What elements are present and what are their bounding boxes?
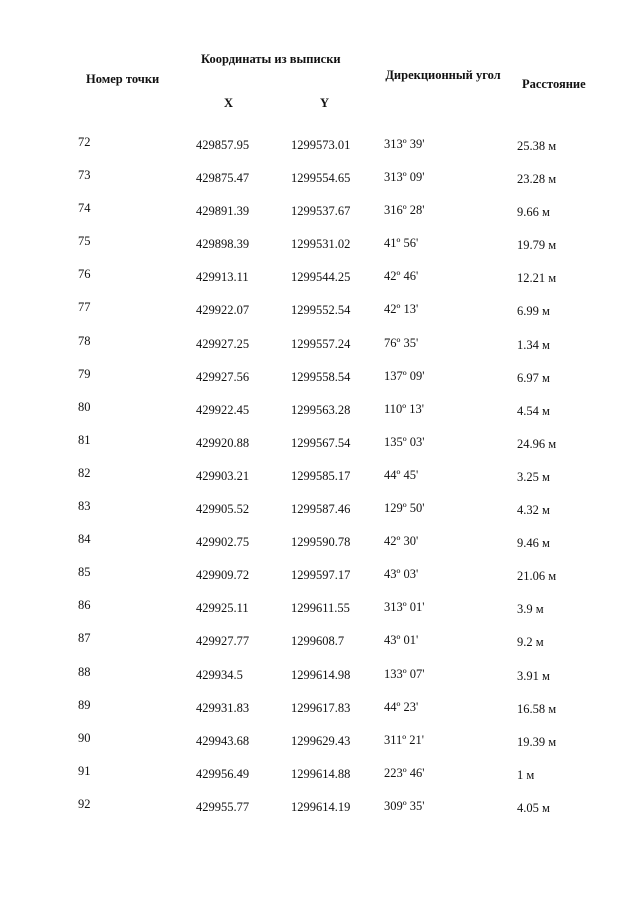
y-coordinate-cell: 1299608.7 xyxy=(291,634,345,649)
y-coordinate-cell: 1299573.01 xyxy=(291,138,351,152)
x-coordinate-cell: 429931.83 xyxy=(196,700,250,715)
x-coordinate-cell: 429943.68 xyxy=(196,733,250,748)
y-coordinate-cell: 1299614.88 xyxy=(291,766,351,781)
direction-angle-cell: 311º 21' xyxy=(384,732,425,747)
table-row xyxy=(0,233,639,266)
direction-angle-cell: 316º 28' xyxy=(384,203,425,218)
x-coordinate-cell: 429902.75 xyxy=(196,535,250,550)
distance-cell: 4.32 м xyxy=(517,503,550,518)
point-number-cell: 74 xyxy=(78,201,91,216)
y-coordinate-cell: 1299544.25 xyxy=(291,270,351,285)
header-y: Y xyxy=(320,96,330,110)
point-number-cell: 89 xyxy=(78,697,91,712)
table-row xyxy=(0,200,639,233)
point-number-cell: 76 xyxy=(78,267,91,282)
y-coordinate-cell: 1299563.28 xyxy=(291,402,351,417)
direction-angle-cell: 137º 09' xyxy=(384,368,425,383)
y-coordinate-cell: 1299597.17 xyxy=(291,568,351,583)
x-coordinate-cell: 429927.77 xyxy=(196,634,250,649)
table-row xyxy=(0,432,639,465)
x-coordinate-cell: 429927.25 xyxy=(196,336,250,351)
x-coordinate-cell: 429956.49 xyxy=(196,766,250,781)
direction-angle-cell: 313º 01' xyxy=(384,600,425,615)
y-coordinate-cell: 1299567.54 xyxy=(291,435,351,450)
direction-angle-cell: 110º 13' xyxy=(384,401,425,416)
header-point-number: Номер точки xyxy=(86,72,160,86)
distance-cell: 3.91 м xyxy=(517,668,550,683)
point-number-cell: 73 xyxy=(78,168,91,183)
direction-angle-cell: 313º 39' xyxy=(384,137,425,151)
x-coordinate-cell: 429898.39 xyxy=(196,237,250,252)
x-coordinate-cell: 429927.56 xyxy=(196,369,250,384)
point-number-cell: 90 xyxy=(78,730,91,745)
x-coordinate-cell: 429875.47 xyxy=(196,171,250,186)
direction-angle-cell: 43º 03' xyxy=(384,567,419,582)
x-coordinate-cell: 429920.88 xyxy=(196,435,250,450)
table-row xyxy=(0,498,639,531)
y-coordinate-cell: 1299554.65 xyxy=(291,171,351,186)
table-row xyxy=(0,697,639,730)
distance-cell: 12.21 м xyxy=(517,271,557,286)
point-number-cell: 77 xyxy=(78,300,91,315)
distance-cell: 9.66 м xyxy=(517,205,550,220)
distance-cell: 6.97 м xyxy=(517,370,550,385)
point-number-cell: 84 xyxy=(78,532,91,547)
y-coordinate-cell: 1299617.83 xyxy=(291,700,351,715)
table-row xyxy=(0,465,639,498)
table-row xyxy=(0,333,639,366)
table-row xyxy=(0,531,639,564)
direction-angle-cell: 44º 45' xyxy=(384,467,419,482)
y-coordinate-cell: 1299629.43 xyxy=(291,733,351,748)
point-number-cell: 82 xyxy=(78,465,91,480)
direction-angle-cell: 223º 46' xyxy=(384,765,425,780)
x-coordinate-cell: 429922.07 xyxy=(196,303,250,318)
table-row xyxy=(0,597,639,630)
point-number-cell: 86 xyxy=(78,598,91,613)
header-coordinates-title: Координаты из выписки xyxy=(201,52,341,66)
direction-angle-cell: 76º 35' xyxy=(384,335,419,350)
table-row xyxy=(0,366,639,399)
distance-cell: 21.06 м xyxy=(517,569,557,584)
point-number-cell: 92 xyxy=(78,796,91,811)
point-number-cell: 91 xyxy=(78,763,91,778)
table-row xyxy=(0,630,639,663)
header-distance: Расстояние xyxy=(522,77,586,91)
point-number-cell: 88 xyxy=(78,664,91,679)
y-coordinate-cell: 1299552.54 xyxy=(291,303,351,318)
point-number-cell: 80 xyxy=(78,399,91,414)
direction-angle-cell: 135º 03' xyxy=(384,434,425,449)
direction-angle-cell: 43º 01' xyxy=(384,633,419,648)
point-number-cell: 75 xyxy=(78,234,91,249)
distance-cell: 1 м xyxy=(517,767,535,782)
y-coordinate-cell: 1299587.46 xyxy=(291,502,351,517)
y-coordinate-cell: 1299537.67 xyxy=(291,204,351,219)
direction-angle-cell: 309º 35' xyxy=(384,798,425,813)
distance-cell: 9.46 м xyxy=(517,536,550,551)
direction-angle-cell: 41º 56' xyxy=(384,236,419,251)
x-coordinate-cell: 429922.45 xyxy=(196,402,250,417)
distance-cell: 4.54 м xyxy=(517,403,550,418)
distance-cell: 1.34 м xyxy=(517,337,550,352)
distance-cell: 19.79 м xyxy=(517,238,557,253)
x-coordinate-cell: 429905.52 xyxy=(196,502,250,517)
table-row xyxy=(0,134,639,167)
y-coordinate-cell: 1299614.19 xyxy=(291,799,351,814)
distance-cell: 25.38 м xyxy=(517,139,557,153)
direction-angle-cell: 42º 30' xyxy=(384,534,419,549)
y-coordinate-cell: 1299611.55 xyxy=(291,601,350,616)
distance-cell: 23.28 м xyxy=(517,172,557,187)
point-number-cell: 79 xyxy=(78,366,91,381)
point-number-cell: 87 xyxy=(78,631,91,646)
x-coordinate-cell: 429925.11 xyxy=(196,601,249,616)
coordinates-table-body xyxy=(0,134,639,829)
y-coordinate-cell: 1299531.02 xyxy=(291,237,351,252)
x-coordinate-cell: 429913.11 xyxy=(196,270,249,285)
point-number-cell: 78 xyxy=(78,333,91,348)
distance-cell: 16.58 м xyxy=(517,701,557,716)
x-coordinate-cell: 429903.21 xyxy=(196,468,250,483)
x-coordinate-cell: 429955.77 xyxy=(196,799,250,814)
table-row xyxy=(0,167,639,200)
table-row xyxy=(0,399,639,432)
table-row xyxy=(0,730,639,763)
distance-cell: 3.9 м xyxy=(517,602,544,617)
distance-cell: 9.2 м xyxy=(517,635,544,650)
point-number-cell: 85 xyxy=(78,565,91,580)
distance-cell: 4.05 м xyxy=(517,800,550,815)
y-coordinate-cell: 1299590.78 xyxy=(291,535,351,550)
direction-angle-cell: 313º 09' xyxy=(384,170,425,185)
direction-angle-cell: 42º 13' xyxy=(384,302,419,317)
distance-cell: 3.25 м xyxy=(517,469,550,484)
y-coordinate-cell: 1299558.54 xyxy=(291,369,351,384)
distance-cell: 24.96 м xyxy=(517,436,557,451)
distance-cell: 19.39 м xyxy=(517,734,557,749)
header-direction-angle: Дирекционный угол xyxy=(385,68,501,82)
direction-angle-cell: 44º 23' xyxy=(384,699,419,714)
x-coordinate-cell: 429857.95 xyxy=(196,138,250,152)
y-coordinate-cell: 1299557.24 xyxy=(291,336,351,351)
y-coordinate-cell: 1299614.98 xyxy=(291,667,351,682)
header-x: X xyxy=(224,96,234,110)
point-number-cell: 72 xyxy=(78,135,91,149)
table-row xyxy=(0,763,639,796)
table-row xyxy=(0,664,639,697)
x-coordinate-cell: 429909.72 xyxy=(196,568,250,583)
table-row xyxy=(0,796,639,829)
distance-cell: 6.99 м xyxy=(517,304,550,319)
direction-angle-cell: 42º 46' xyxy=(384,269,419,284)
direction-angle-cell: 133º 07' xyxy=(384,666,425,681)
point-number-cell: 81 xyxy=(78,432,91,447)
y-coordinate-cell: 1299585.17 xyxy=(291,468,351,483)
table-row xyxy=(0,266,639,299)
table-row xyxy=(0,564,639,597)
direction-angle-cell: 129º 50' xyxy=(384,501,425,516)
table-row xyxy=(0,299,639,332)
point-number-cell: 83 xyxy=(78,499,91,514)
x-coordinate-cell: 429891.39 xyxy=(196,204,250,219)
x-coordinate-cell: 429934.5 xyxy=(196,667,243,682)
